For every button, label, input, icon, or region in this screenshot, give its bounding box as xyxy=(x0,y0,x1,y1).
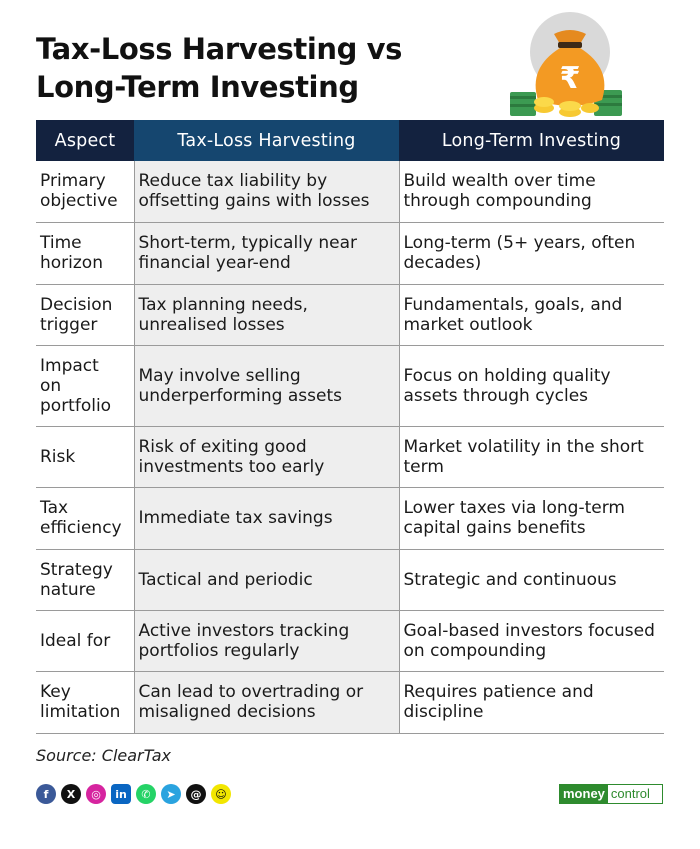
logo-part-money: money xyxy=(560,785,608,803)
svg-text:₹: ₹ xyxy=(559,61,581,96)
facebook-icon[interactable]: f xyxy=(36,784,56,804)
row-tax-loss-harvesting: Tax planning needs, unrealised losses xyxy=(134,284,399,345)
table-row xyxy=(36,161,664,222)
row-long-term-investing: Market volatility in the short term xyxy=(399,426,664,487)
social-share-bar xyxy=(36,784,231,804)
row-long-term-investing: Strategic and continuous xyxy=(399,549,664,610)
linkedin-icon[interactable]: in xyxy=(111,784,131,804)
table-row xyxy=(36,345,664,426)
money-bag-rupee-icon xyxy=(508,8,624,120)
row-aspect: Tax efficiency xyxy=(36,487,134,549)
row-long-term-investing: Goal-based investors focused on compounding xyxy=(399,610,664,671)
row-tax-loss-harvesting: Short-term, typically near financial year-end xyxy=(134,222,399,284)
table-row xyxy=(36,426,664,487)
x-icon[interactable]: X xyxy=(61,784,81,804)
whatsapp-icon[interactable]: ✆ xyxy=(136,784,156,804)
row-aspect: Impact on portfolio xyxy=(36,345,134,426)
table-row xyxy=(36,487,664,549)
row-aspect: Key limitation xyxy=(36,671,134,733)
row-tax-loss-harvesting: Risk of exiting good investments too early xyxy=(134,426,399,487)
row-long-term-investing: Long-term (5+ years, often decades) xyxy=(399,222,664,284)
header-long-term-investing: Long-Term Investing xyxy=(399,120,664,161)
table-header-row xyxy=(36,120,664,161)
row-aspect: Primary objective xyxy=(36,161,134,222)
row-tax-loss-harvesting: Can lead to overtrading or misaligned decisions xyxy=(134,671,399,733)
table-row xyxy=(36,549,664,610)
row-long-term-investing: Fundamentals, goals, and market outlook xyxy=(399,284,664,345)
row-long-term-investing: Focus on holding quality assets through cycles xyxy=(399,345,664,426)
logo-part-control: control xyxy=(608,785,653,803)
row-aspect: Ideal for xyxy=(36,610,134,671)
comparison-table xyxy=(36,120,664,734)
telegram-icon[interactable]: ➤ xyxy=(161,784,181,804)
row-long-term-investing: Build wealth over time through compounding xyxy=(399,161,664,222)
table-row xyxy=(36,610,664,671)
row-tax-loss-harvesting: May involve selling underperforming assets xyxy=(134,345,399,426)
title-line-1: Tax-Loss Harvesting vs xyxy=(36,32,403,66)
title-line-2: Long-Term Investing xyxy=(36,70,359,104)
instagram-icon[interactable]: ◎ xyxy=(86,784,106,804)
snapchat-icon[interactable]: ☺ xyxy=(211,784,231,804)
row-long-term-investing: Requires patience and discipline xyxy=(399,671,664,733)
table-row xyxy=(36,222,664,284)
row-tax-loss-harvesting: Active investors tracking portfolios regularly xyxy=(134,610,399,671)
source-note: Source: ClearTax xyxy=(36,746,171,765)
row-aspect: Decision trigger xyxy=(36,284,134,345)
row-aspect: Risk xyxy=(36,426,134,487)
row-aspect: Time horizon xyxy=(36,222,134,284)
row-tax-loss-harvesting: Tactical and periodic xyxy=(134,549,399,610)
row-aspect: Strategy nature xyxy=(36,549,134,610)
header-aspect: Aspect xyxy=(36,120,134,161)
row-tax-loss-harvesting: Reduce tax liability by offsetting gains with losses xyxy=(134,161,399,222)
threads-icon[interactable]: @ xyxy=(186,784,206,804)
page-title xyxy=(36,30,496,106)
table-row xyxy=(36,671,664,733)
row-long-term-investing: Lower taxes via long-term capital gains benefits xyxy=(399,487,664,549)
row-tax-loss-harvesting: Immediate tax savings xyxy=(134,487,399,549)
table-row xyxy=(36,284,664,345)
moneycontrol-logo xyxy=(559,784,663,804)
header-tax-loss-harvesting: Tax-Loss Harvesting xyxy=(134,120,399,161)
